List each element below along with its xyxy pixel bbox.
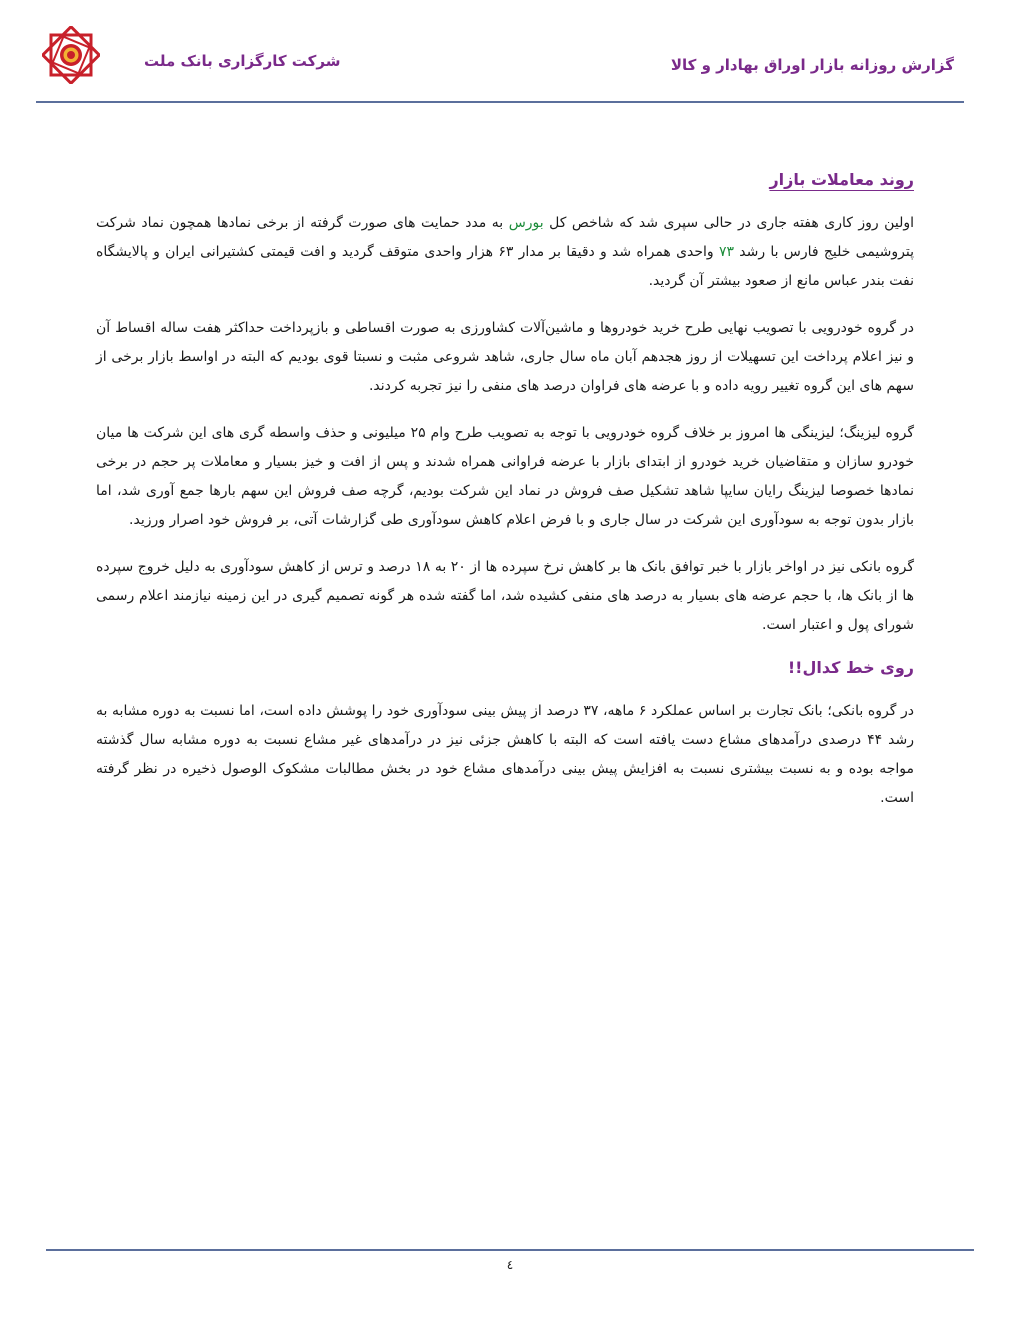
broker-name: شرکت کارگزاری بانک ملت xyxy=(144,52,341,70)
paragraph-leasing xyxy=(96,419,914,535)
paragraph-codal-banking xyxy=(96,697,914,813)
bank-mellat-logo-icon xyxy=(42,26,100,84)
paragraph-text: به مدد حمایت های صورت گرفته از برخی نمادها همچون نماد شرکت پتروشیمی خلیج فارس با رشد xyxy=(96,215,914,260)
report-body xyxy=(96,170,914,831)
paragraph-text: اولین روز کاری هفته جاری در حالی سپری شد که شاخص کل xyxy=(543,215,914,231)
paragraph-text: در گروه بانکی؛ بانک تجارت بر اساس عملکرد ۶ ماهه، ۳۷ درصد از پیش بینی سودآوری خود را پوشش داده است، اما نسبت به دوره مشابه به رشد ۴۴ درصدی درآمدهای مشاع دست یافته است که البته با کاهش جزئی نیز در درآمدهای غیر مشاع نسبت به دوره مشابه سال گذشته مواجه بوده و به نسبت بیشتری نسبت به افزایش پیش بینی درآمدهای مشاع خود در بخش مطالبات مشکوک الوصول ذخیره در نظر گرفته است. xyxy=(96,703,914,806)
paragraph-banking xyxy=(96,553,914,640)
paragraph-text: گروه بانکی نیز در اواخر بازار با خبر توافق بانک ها بر کاهش نرخ سپرده ها از ۲۰ به ۱۸ درصد و ترس از کاهش سودآوری به دلیل خروج سپرده ها از بانک ها، با حجم عرضه های بسیار به درصد های منفی کشیده شد، اما گفته شده هر گونه تصمیم گیری در این زمینه نیازمند اعلام رسمی شورای پول و اعتبار است. xyxy=(96,559,915,633)
page-header xyxy=(36,22,964,104)
paragraph-text: در گروه خودرویی با تصویب نهایی طرح خرید خودروها و ماشین‌آلات کشاورزی به صورت اقساطی و بازپرداخت حداکثر هفت ساله اقساط آن و نیز اعلام پرداخت این تسهیلات از روز هجدهم آبان ماه سال جاری، شاهد شروعی مثبت و نسبتا قوی بودیم که البته در اواسط بازار برخی از سهم های این گروه تغییر رویه داده و با عرضه های فراوان درصد های منفی را نیز تجربه کردند. xyxy=(96,320,914,394)
report-title: گزارش روزانه بازار اوراق بهادار و کالا xyxy=(670,56,954,74)
section-title-market-trend: روند معاملات بازار xyxy=(769,170,914,189)
logo-graphic xyxy=(42,26,100,84)
paragraph-automotive xyxy=(96,314,914,401)
footer-divider xyxy=(46,1249,974,1251)
section-title-codal: روی خط کدال!! xyxy=(787,658,914,677)
highlight-bourse: بورس xyxy=(508,215,544,231)
paragraph-text: واحدی همراه شد و دقیقا بر مدار ۶۳ هزار واحدی متوقف گردید و افت قیمتی کشتیرانی ایران و پالایشگاه نفت بندر عباس مانع از صعود بیشتر آن گردید. xyxy=(96,244,914,289)
header-divider xyxy=(36,101,964,103)
page-number: ٤ xyxy=(506,1258,514,1272)
paragraph-market-overview xyxy=(96,209,914,296)
highlight-growth-value: ۷۳ xyxy=(718,244,734,260)
paragraph-text: گروه لیزینگ؛ لیزینگی ها امروز بر خلاف گروه خودرویی با توجه به تصویب طرح وام ۲۵ میلیونی و حذف واسطه گری های این شرکت ها میان خودرو سازان و متقاضیان خرید خودرو از ابتدای بازار با عرضه فراوانی همراه شدند و پس از افت و خیز بسیار و معاملات پر حجم در برخی نمادها خصوصا لیزینگ رایان سایپا شاهد تشکیل صف فروش در نماد این شرکت بودیم، گرچه صف فروش این سهم بارها جمع آوری شد، اما بازار بدون توجه به سودآوری این شرکت در سال جاری و با فرض اعلام کاهش سودآوری طی گزارشات آتی، بر فروش خود اصرار ورزید. xyxy=(96,425,914,528)
